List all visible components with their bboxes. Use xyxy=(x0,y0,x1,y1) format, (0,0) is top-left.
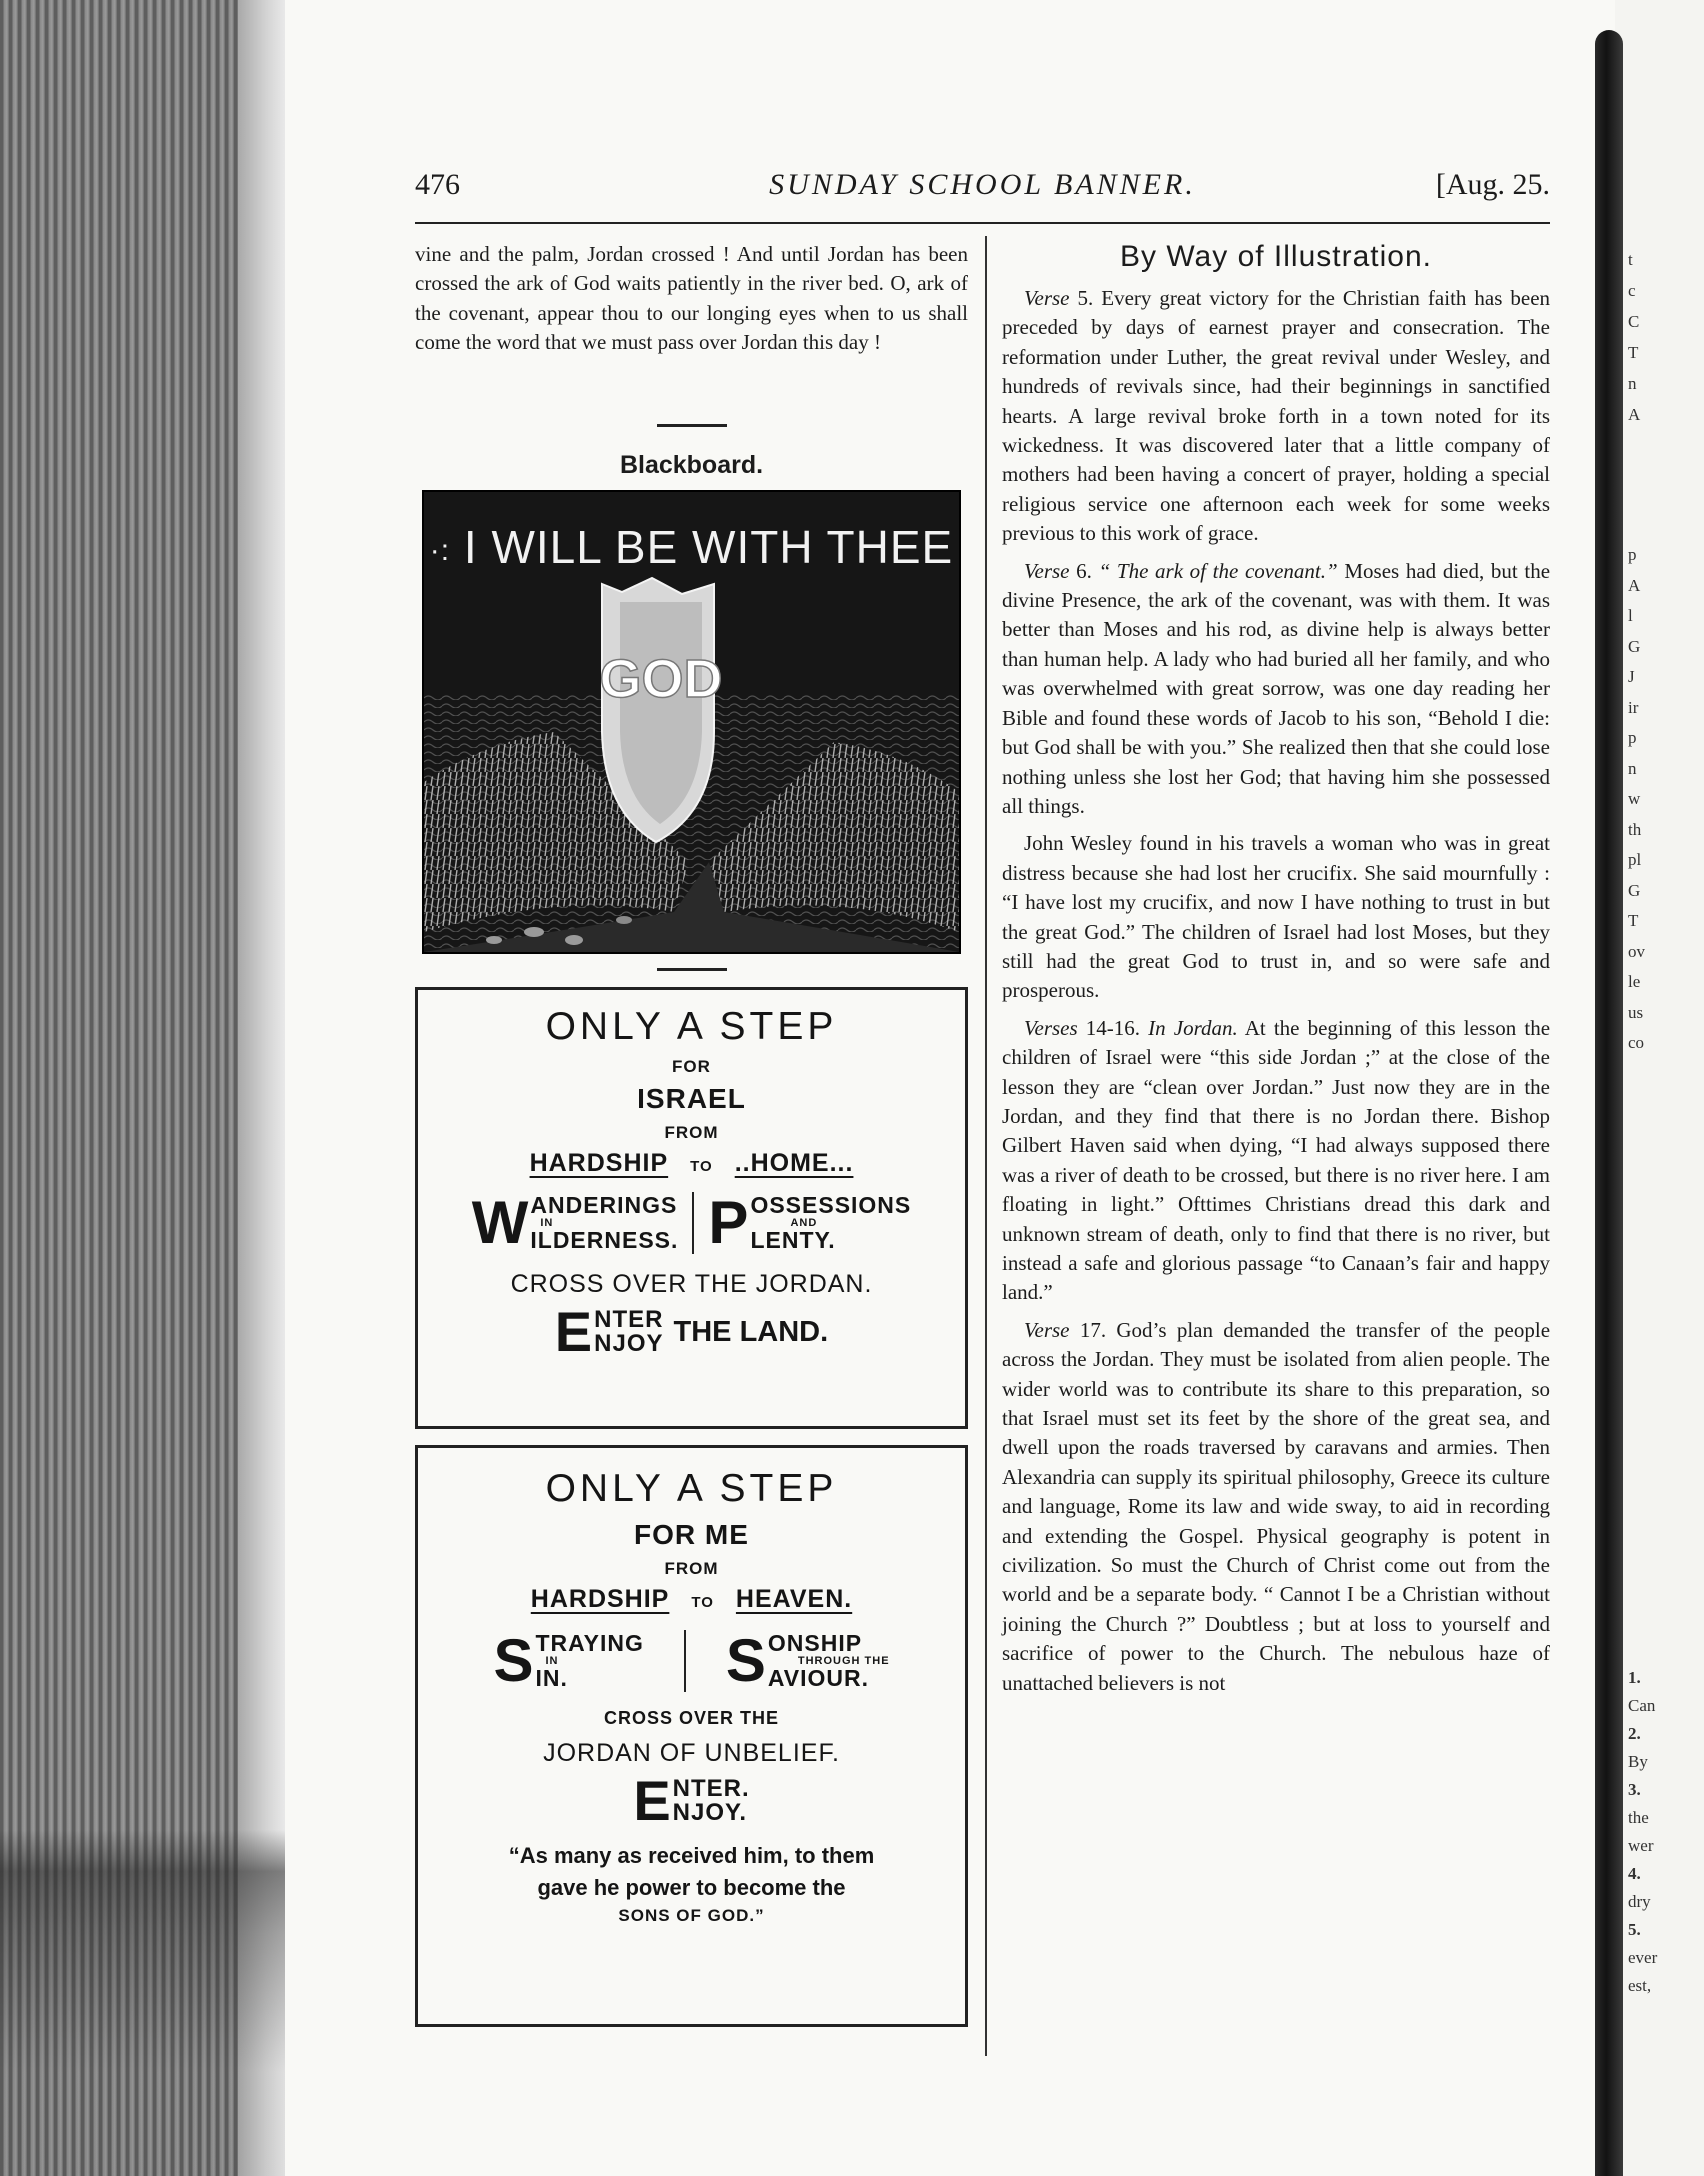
box2-line1: ONLY A STEP xyxy=(545,1467,838,1510)
box1-pair xyxy=(418,1188,965,1256)
next-page-fragment: T xyxy=(1628,911,1639,930)
next-page-fragment: G xyxy=(1628,636,1641,656)
box2-line2: FOR ME xyxy=(634,1518,749,1550)
box1-dest-word: ..HOME... xyxy=(734,1148,854,1177)
verse-6-quote: “ The ark of the covenant.” xyxy=(1098,558,1338,583)
box2-quote-line3: SONS OF GOD.” xyxy=(618,1906,765,1926)
box1-cross-line: CROSS OVER THE JORDAN. xyxy=(510,1269,873,1298)
next-page-fragment: A xyxy=(1628,405,1641,424)
verse-6-ref: 6. xyxy=(1076,558,1092,583)
box1-hardship-row xyxy=(418,1149,965,1178)
next-page-fragment: n xyxy=(1628,758,1637,778)
box1-enter-initial: E xyxy=(554,1299,593,1363)
verse-5-text: Every great victory for the Christian faith has been preceded by days of earnest prayer and consecration. The reformation under Luther, the great revival under Wesley, and hundreds of revivals since, had their beginnings in sanctified hearts. A large revival broke forth in a town noted for its wickedness. It was discovered later that a little company of mothers had been having a concert of prayer, holding a special religious service one afternoon each week for some weeks previous to this work of grace. xyxy=(1002,286,1551,546)
blackboard-illustration xyxy=(422,490,961,954)
verse-17-paragraph xyxy=(1002,1316,1550,1698)
box2-enter-bot: NJOY. xyxy=(672,1799,748,1827)
verse-5-ref: 5. xyxy=(1077,286,1094,310)
jordan-river-scene xyxy=(424,492,959,952)
box2-right-top: ONSHIP xyxy=(767,1629,863,1656)
box2-quote-line1: “As many as received him, to them xyxy=(508,1843,875,1869)
verse-17-lead: Verse xyxy=(1024,1317,1070,1342)
box1-left-half xyxy=(471,1188,679,1256)
next-page-fragment: By xyxy=(1628,1752,1648,1771)
motto-text: I WILL BE WITH THEE xyxy=(463,521,954,573)
box2-left-half xyxy=(493,1626,644,1694)
box2-cross-line2: JORDAN OF UNBELIEF. xyxy=(543,1738,840,1767)
box1-enter-bot: NJOY xyxy=(594,1330,664,1358)
next-page-fragment: G xyxy=(1628,880,1641,900)
box2-left-mid: IN xyxy=(545,1654,559,1667)
box2-pair xyxy=(418,1626,965,1694)
next-page-fragment: 2. xyxy=(1628,1724,1641,1743)
box2-right-initial: S xyxy=(725,1626,766,1694)
box1-left-top: ANDERINGS xyxy=(530,1191,678,1218)
box1-enter-top: NTER xyxy=(594,1306,664,1334)
only-a-step-me-box xyxy=(415,1445,968,2027)
box2-right-half xyxy=(725,1626,890,1694)
box2-enter-top: NTER. xyxy=(672,1775,750,1803)
next-page-fragment: n xyxy=(1628,374,1637,393)
verses-14-16-text: At the beginning of this lesson the children of Israel were “this side Jordan ;” at the close of the lesson they are “clean over Jordan.” Just now they are in the Jordan, and they find that there is no Jordan there. Bishop Gilbert Haven said when dying, “I had always supposed there was a river of death to be crossed, but there is no river here. I am floating in light.” Ofttimes Christians dread this dark and unknown stream of death, only to find that there is no river, but instead a safe and glorious passage “to Canaan’s fair and happy land.” xyxy=(1002,1015,1551,1305)
next-page-fragment: w xyxy=(1628,789,1641,808)
box1-line4: FROM xyxy=(664,1122,719,1142)
verses-14-16-title: In Jordan. xyxy=(1148,1015,1238,1040)
next-page-fragment: the xyxy=(1628,1808,1649,1827)
box2-enter-initial: E xyxy=(633,1768,671,1832)
verses-14-16-paragraph xyxy=(1002,1014,1550,1308)
verse-6-text: Moses had died, but the divine Presence, the ark of the covenant, was with them. It was better than Moses and his rod, as divine help is always better than human help. A lady who had buried all her family, and who was overwhelmed with great sorrow, was one day reading her Bible and found these words of Jacob to his son, “Behold I die: but God shall be with you.” She realized then that she could lose nothing unless she lost her God; that having him she possessed all things. xyxy=(1002,558,1551,818)
next-page-fragment: dry xyxy=(1628,1892,1651,1911)
box1-separator xyxy=(692,1192,694,1254)
verse-17-ref: 17. xyxy=(1079,1317,1107,1342)
only-a-step-israel-box xyxy=(415,987,968,1429)
box2-separator xyxy=(684,1630,686,1692)
box1-right-half xyxy=(708,1188,912,1256)
box1-right-top: OSSESSIONS xyxy=(750,1191,912,1218)
illustration-heading: By Way of Illustration. xyxy=(1120,240,1432,273)
next-page-fragment: ir xyxy=(1628,697,1639,717)
wesley-paragraph: John Wesley found in his travels a woman who was in great distress because she had lost her crucifix. She said mournfully : “I have lost my crucifix, and now I have nothing to trust in but the great God.” The children of Israel had lost Moses, but they still had the great God to trust in, and so were safe and prosperous. xyxy=(1002,831,1550,1003)
next-page-fragment: wer xyxy=(1628,1836,1654,1855)
section-rule-2 xyxy=(657,968,727,971)
left-column xyxy=(415,240,968,2027)
box1-to-word: TO xyxy=(690,1157,713,1175)
next-page-fragment: C xyxy=(1628,312,1640,331)
box2-cross-line1: CROSS OVER THE xyxy=(603,1707,780,1728)
verse-6-lead: Verse xyxy=(1024,558,1070,583)
next-page-fragment: 5. xyxy=(1628,1920,1641,1939)
box2-quote-line2: gave he power to become the xyxy=(537,1875,846,1901)
box1-line2: FOR xyxy=(672,1056,711,1076)
box1-line3: ISRAEL xyxy=(637,1082,746,1114)
next-page-fragment: 3. xyxy=(1628,1780,1641,1799)
motto-dots-left: ·: xyxy=(429,533,451,567)
next-page-fragment: c xyxy=(1628,281,1636,300)
section-rule xyxy=(657,424,727,427)
next-page-fragment: A xyxy=(1628,575,1641,595)
box1-right-mid: AND xyxy=(790,1216,818,1229)
running-title: SUNDAY SCHOOL BANNER. xyxy=(769,168,1196,201)
box1-the-land-text: THE LAND. xyxy=(673,1315,829,1348)
column-divider xyxy=(985,236,987,2056)
right-column xyxy=(1002,240,1550,1698)
running-date: [Aug. 25. xyxy=(1435,168,1550,201)
next-page-fragment: us xyxy=(1628,1002,1644,1022)
box1-left-initial: W xyxy=(471,1188,529,1256)
next-page-fragment: 4. xyxy=(1628,1864,1641,1883)
box1-left-mid: IN xyxy=(540,1216,554,1229)
verse-5-lead: Verse xyxy=(1024,286,1070,310)
next-page-fragment: Can xyxy=(1628,1696,1656,1715)
box1-enter xyxy=(418,1299,965,1363)
box1-the-land xyxy=(674,1316,829,1349)
box2-right-mid: THROUGH THE xyxy=(797,1654,890,1667)
blackboard-heading: Blackboard. xyxy=(619,451,764,479)
next-page-fragment: T xyxy=(1628,343,1639,362)
intro-paragraph: vine and the palm, Jordan crossed ! And until Jordan has been crossed the ark of God waits patiently in the river bed. O, ark of the covenant, appear thou to our longing eyes when to us shall come the word that we must pass over Jordan this day ! xyxy=(415,242,968,355)
verses-14-16-ref: 14-16. xyxy=(1085,1015,1141,1040)
box2-left-top: TRAYING xyxy=(535,1629,644,1656)
verses-14-16-lead: Verses xyxy=(1024,1015,1078,1040)
box2-hardship-row xyxy=(418,1585,965,1614)
box2-right-bot: AVIOUR. xyxy=(767,1664,870,1691)
next-page-fragment: p xyxy=(1628,545,1637,564)
box2-dest-word: HEAVEN. xyxy=(735,1584,853,1613)
shield-text: GOD xyxy=(599,649,723,709)
box2-enter xyxy=(418,1768,965,1832)
next-page-fragment: p xyxy=(1628,728,1637,747)
box1-from-word: HARDSHIP xyxy=(529,1148,669,1177)
page-number: 476 xyxy=(415,168,460,201)
next-page-fragment: l xyxy=(1628,606,1633,625)
next-page-fragment: 1. xyxy=(1628,1668,1641,1687)
next-page-fragment: ever xyxy=(1628,1948,1658,1967)
header-rule xyxy=(415,222,1550,224)
box2-from-word: HARDSHIP xyxy=(530,1584,670,1613)
next-page-fragment: co xyxy=(1628,1033,1645,1052)
next-page-fragment: ov xyxy=(1628,941,1645,961)
water-stain xyxy=(0,1830,285,2176)
verse-5-paragraph xyxy=(1002,284,1550,549)
next-page-fragment: le xyxy=(1628,972,1641,991)
box1-right-initial: P xyxy=(708,1188,749,1256)
next-page-fragment: est, xyxy=(1628,1976,1652,1995)
verse-17-text: God’s plan demanded the transfer of the people across the Jordan. They must be isolated from alien people. The wider world was to contribute its share to this preparation, so that Israel must set its feet by the shore of the great sea, and dwell upon the roads traversed by caravans and armies. Then Alexandria can supply its spiritual philosophy, Greece its culture and language, Rome its law and wide sway, to aid in recording and extending the Gospel. Physical geography is potent in civilization. So must the Church of Christ come out from the world and be a separate body. “ Cannot I be a Christian without joining the Church ?” Doubtless ; but at loss to yourself and sacrifice of power to the Church. The nebulous haze of unattached believers is not xyxy=(1002,1317,1551,1695)
next-page-fragment: t xyxy=(1628,250,1633,269)
box2-left-initial: S xyxy=(493,1626,534,1694)
next-page-fragment: th xyxy=(1628,819,1642,839)
box2-left-bot: IN. xyxy=(535,1664,568,1691)
next-page-fragment: J xyxy=(1628,667,1635,686)
box2-to-word: TO xyxy=(691,1593,714,1611)
book-gutter xyxy=(1595,30,1623,2176)
box2-line3: FROM xyxy=(664,1558,719,1578)
verse-6-paragraph xyxy=(1002,557,1550,822)
page-header xyxy=(415,168,1550,208)
next-page-fragment: pl xyxy=(1628,850,1642,869)
box1-left-bot: ILDERNESS. xyxy=(530,1226,679,1253)
box1-line1: ONLY A STEP xyxy=(545,1005,838,1048)
box1-right-bot: LENTY. xyxy=(750,1226,836,1253)
